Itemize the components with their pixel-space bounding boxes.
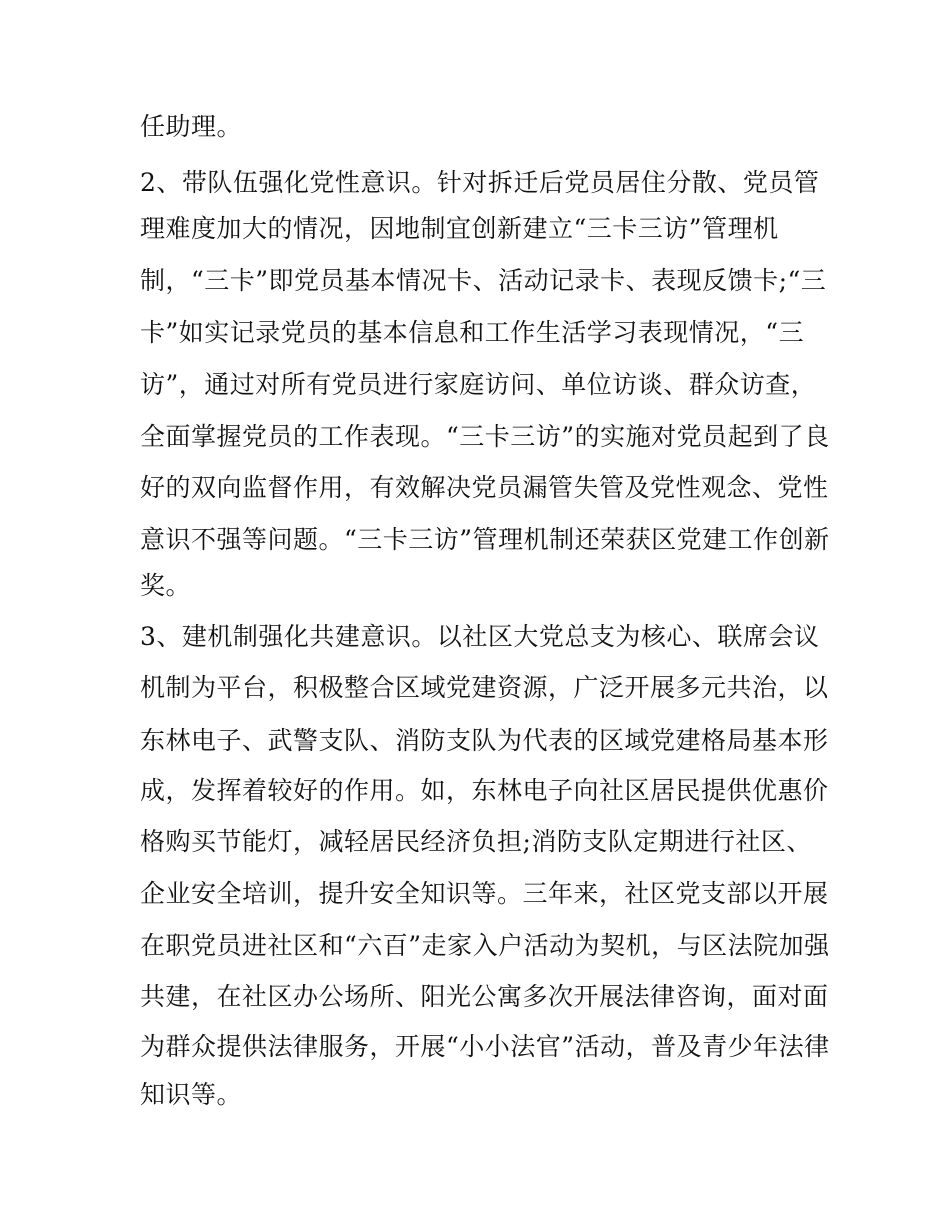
- text-line: 知识等。: [140, 1080, 243, 1109]
- text-line: 东林电子、武警支队、消防支队为代表的区域党建格局基本形: [140, 726, 829, 755]
- text-line: 卡”如实记录党员的基本信息和工作生活学习表现情况，“三: [140, 318, 805, 347]
- text-line: 2、带队伍强化党性意识。针对拆迁后党员居住分散、党员管: [140, 168, 820, 197]
- text-line: 理难度加大的情况，因地制宜创新建立“三卡三访”管理机: [140, 214, 779, 243]
- text-line: 机制为平台，积极整合区域党建资源，广泛开展多元共治，以: [140, 673, 829, 702]
- text-line: 全面掌握党员的工作表现。“三卡三访”的实施对党员起到了良: [140, 422, 830, 451]
- text-line: 格购买节能灯，减轻居民经济负担;消防支队定期进行社区、: [140, 827, 812, 856]
- text-line: 为群众提供法律服务，开展“小小法官”活动，普及青少年法律: [140, 1032, 830, 1061]
- text-line: 奖。: [140, 571, 192, 600]
- text-line: 意识不强等问题。“三卡三访”管理机制还荣获区党建工作创新: [140, 525, 830, 554]
- text-line: 在职党员进社区和“六百”走家入户活动为契机，与区法院加强: [140, 931, 830, 960]
- text-line: 共建，在社区办公场所、阳光公寓多次开展法律咨询，面对面: [140, 982, 829, 1011]
- text-line: 访”，通过对所有党员进行家庭访问、单位访谈、群众访查，: [140, 370, 817, 399]
- text-line: 成，发挥着较好的作用。如，东林电子向社区居民提供优惠价: [140, 776, 829, 805]
- text-line: 任助理。: [140, 112, 243, 141]
- text-line: 企业安全培训，提升安全知识等。三年来，社区党支部以开展: [140, 879, 829, 908]
- text-line: 3、建机制强化共建意识。以社区大党总支为核心、联席会议: [140, 622, 820, 651]
- text-line: 制，“三卡”即党员基本情况卡、活动记录卡、表现反馈卡;“三: [140, 266, 827, 295]
- text-line: 好的双向监督作用，有效解决党员漏管失管及党性观念、党性: [140, 473, 829, 502]
